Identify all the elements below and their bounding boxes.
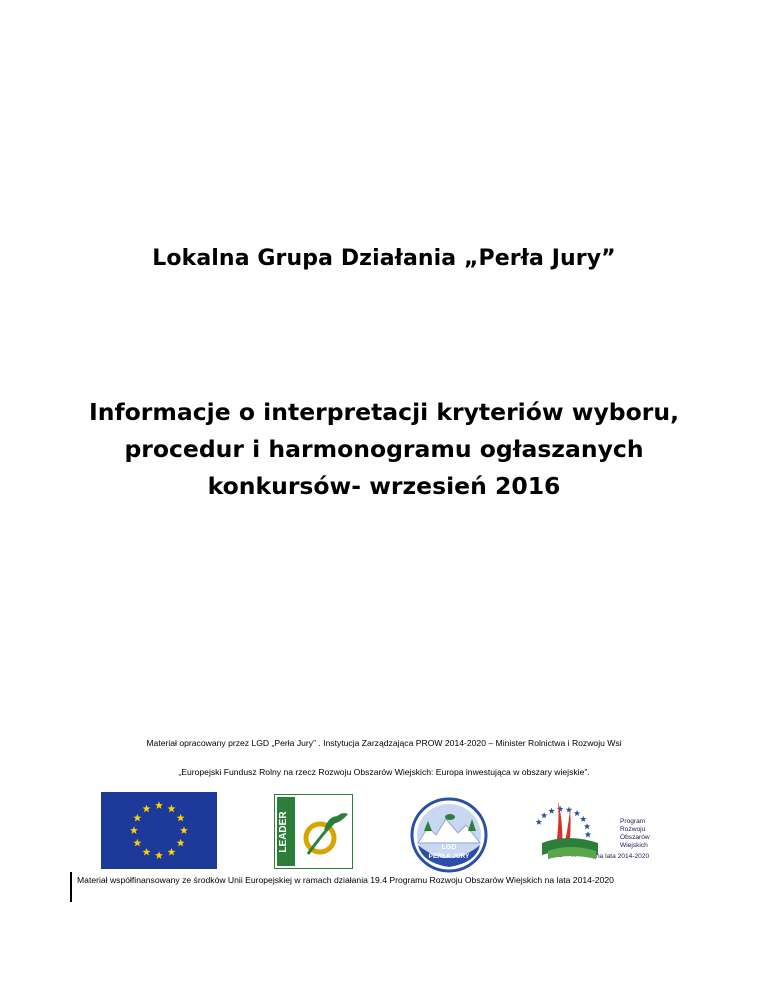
prow-star-icon xyxy=(541,812,547,818)
prow-star-icon xyxy=(574,810,580,816)
prow-line-4: Wiejskich xyxy=(620,842,648,849)
prow-line-5: na lata 2014-2020 xyxy=(596,853,650,860)
lgd-perla-jury-logo xyxy=(410,797,488,873)
prow-star-icon xyxy=(566,806,572,812)
prow-logo xyxy=(528,797,650,863)
prow-line-3: Obszarów xyxy=(620,834,650,841)
document-title: Lokalna Grupa Działania „Perła Jury” xyxy=(152,246,616,271)
prepared-by-note: Materiał opracowany przez LGD „Perła Jury” . Instytucja Zarządzająca PROW 2014-2020 – Minister Rolnictwa i Rozwoju Wsi xyxy=(146,738,622,748)
prow-star-icon xyxy=(548,808,554,814)
prow-star-icon xyxy=(580,816,586,822)
eu-flag-logo xyxy=(101,792,217,869)
prow-star-icon xyxy=(557,806,563,812)
prow-line-1: Program xyxy=(620,818,646,825)
prow-line-2: Rozwoju xyxy=(620,826,646,833)
subtitle-line-1: Informacje o interpretacji kryteriów wyboru, xyxy=(88,398,680,426)
cofinancing-footer: Materiał współfinansowany ze środków Unii Europejskiej w ramach działania 19.4 Programu Rozwoju Obszarów Wiejskich na lata 2014-2020 xyxy=(77,875,614,885)
lgd-logo-bottom-text: PERŁA JURY xyxy=(428,853,470,860)
leader-logo-text: LEADER xyxy=(278,811,289,853)
prow-star-icon xyxy=(585,831,591,837)
prow-star-icon xyxy=(584,823,590,829)
margin-bar xyxy=(70,872,72,902)
fund-note: „Europejski Fundusz Rolny na rzecz Rozwoju Obszarów Wiejskich: Europa inwestująca w obszary wiejskie”. xyxy=(178,767,590,777)
subtitle-line-2: procedur i harmonogramu ogłaszanych xyxy=(124,435,644,463)
leader-logo xyxy=(274,794,353,869)
lgd-logo-top-text: LGD xyxy=(441,844,457,851)
prow-star-icon xyxy=(536,819,542,825)
subtitle-line-3: konkursów- wrzesień 2016 xyxy=(207,472,561,500)
document-subtitle xyxy=(60,394,708,505)
